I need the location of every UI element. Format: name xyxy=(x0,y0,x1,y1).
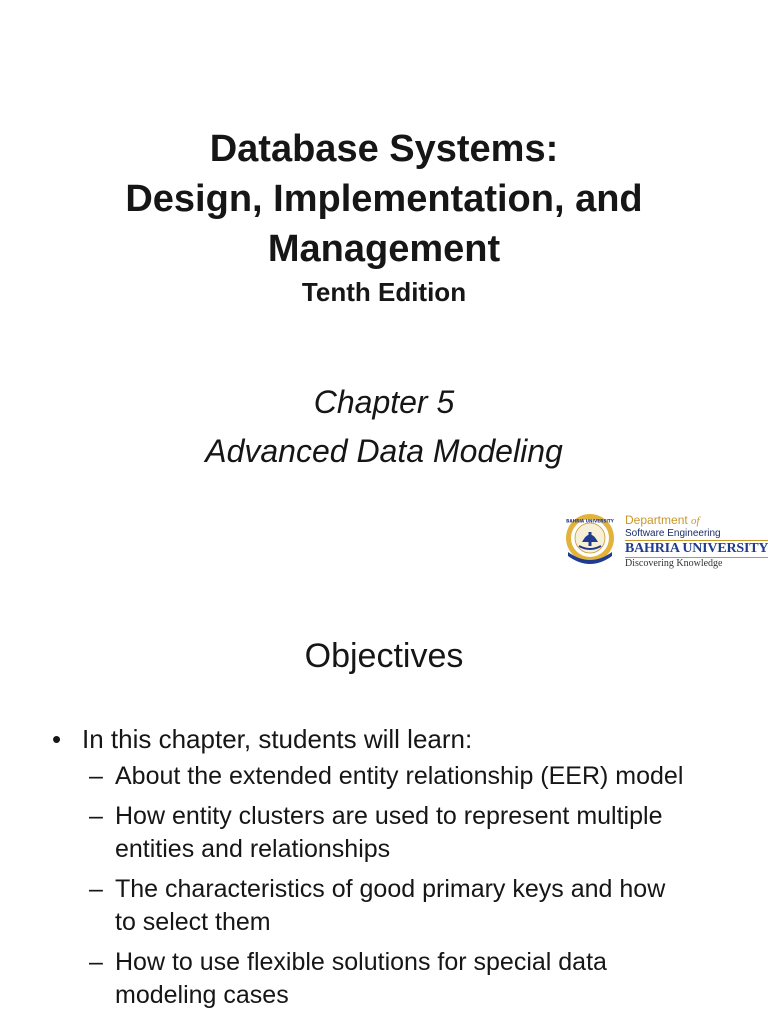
objectives-sub-list xyxy=(0,760,768,1012)
objective-text: How to use flexible solutions for special data modeling cases xyxy=(115,948,607,1009)
objective-item xyxy=(0,946,768,1012)
logo-department xyxy=(625,514,768,528)
sub-bullet-marker: – xyxy=(89,802,103,830)
objective-text: How entity clusters are used to represent multiple entities and relationships xyxy=(115,802,663,863)
sub-bullet-marker: – xyxy=(89,875,103,903)
title-line: Database Systems: xyxy=(209,128,559,170)
objectives-slide xyxy=(0,590,768,1024)
presentation-title xyxy=(0,124,768,274)
chapter-number: Chapter 5 xyxy=(313,384,455,420)
objective-text: About the extended entity relationship (EER) model xyxy=(115,762,684,790)
objectives-heading: Objectives xyxy=(304,637,464,675)
title-line: Design, Implementation, and xyxy=(125,178,643,220)
logo-of: of xyxy=(691,515,700,527)
logo-university-name: BAHRIA UNIVERSITY xyxy=(625,541,768,556)
edition-label: Tenth Edition xyxy=(301,277,467,307)
logo-program: Software Engineering xyxy=(625,528,721,539)
emblem-ring-text: BAHRIA UNIVERSITY xyxy=(566,518,614,524)
title-line: Management xyxy=(267,228,501,270)
objective-item xyxy=(0,800,768,866)
logo-department-word: Department xyxy=(625,513,688,527)
objectives-list xyxy=(0,722,768,1019)
logo-wordmark xyxy=(625,514,768,570)
objective-item xyxy=(0,873,768,939)
chapter-title: Advanced Data Modeling xyxy=(205,433,563,469)
objective-text: The characteristics of good primary keys and how to select them xyxy=(115,875,666,936)
university-emblem-icon xyxy=(562,512,618,572)
objective-item xyxy=(0,760,768,793)
logo-tagline: Discovering Knowledge xyxy=(625,558,723,569)
bullet-marker: • xyxy=(52,724,62,754)
objectives-intro-bullet xyxy=(0,722,768,756)
sub-bullet-marker: – xyxy=(89,948,103,976)
university-logo xyxy=(562,512,768,572)
sub-bullet-marker: – xyxy=(89,762,103,790)
objectives-intro: In this chapter, students will learn: xyxy=(82,724,473,754)
